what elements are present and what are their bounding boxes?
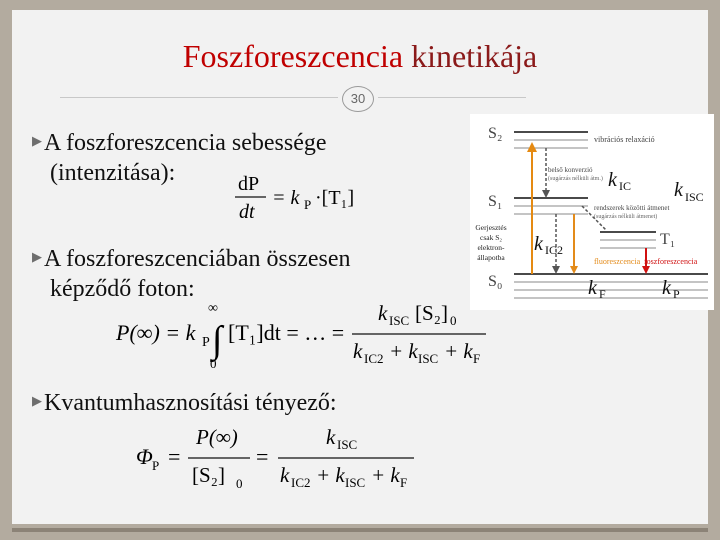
bullet-1-line1: A foszforeszcencia sebessége — [44, 130, 327, 156]
yield-eq-eq1: = — [168, 444, 181, 469]
slide — [12, 10, 708, 524]
k-ic-sub: IC — [619, 179, 631, 193]
photon-eq-lhs: P(∞) = k — [116, 320, 196, 345]
yield-eq-den-sub3: F — [400, 475, 408, 490]
yield-eq-lhs: Φ — [136, 444, 153, 469]
yield-eq-den-plus2: + k — [371, 463, 400, 487]
bullet-2-line2: képződő foton: — [50, 276, 195, 302]
fluor-label: fluoreszcencia — [594, 257, 641, 266]
bullet-2-line1: A foszforeszcenciában összesen — [44, 246, 351, 272]
yield-eq-frac1-den: [S₂] — [192, 463, 225, 487]
footer-decor-bar — [12, 526, 708, 534]
rate-equation — [232, 168, 372, 222]
title-divider-right — [378, 97, 526, 98]
excite-note-1: Gerjesztés — [475, 223, 507, 232]
level-t1-label: T₁ — [660, 231, 676, 248]
rate-eq-rhs: = k — [272, 187, 300, 209]
photon-eq-den-plus2: + k — [444, 339, 473, 363]
photon-eq-den-sub2: ISC — [418, 351, 439, 366]
bullet-1-line2: (intenzitása): — [50, 160, 176, 186]
k-ic-label: k — [608, 169, 617, 191]
title-divider-left — [60, 97, 338, 98]
photon-eq-den: k — [353, 339, 363, 363]
vib-relax-label: vibrációs relaxáció — [594, 135, 655, 144]
level-s2-label: S₂ — [488, 125, 503, 142]
yield-eq-frac1-den-sub: 0 — [236, 476, 243, 491]
yield-eq-den-sub1: IC2 — [291, 475, 311, 490]
k-ic2-sub: IC2 — [545, 243, 563, 257]
ic-label-1: belső konverzió — [548, 166, 593, 174]
level-s0-label: S₀ — [488, 273, 503, 290]
photon-equation — [112, 296, 492, 370]
photon-eq-den-sub3: F — [473, 351, 481, 366]
photon-eq-den-plus1: + k — [389, 339, 418, 363]
bullet-2 — [32, 242, 351, 304]
yield-eq-frac1-num: P(∞) — [196, 425, 238, 449]
k-f-label: k — [588, 277, 597, 299]
excite-note-4: állapotba — [477, 253, 505, 262]
photon-eq-num: k — [378, 301, 388, 325]
yield-eq-num-sub: ISC — [337, 437, 358, 452]
k-isc-sub: ISC — [685, 190, 704, 204]
rate-eq-tail: ·[T₁] — [315, 187, 355, 209]
k-isc-label: k — [674, 179, 683, 201]
jablonski-diagram — [470, 114, 714, 310]
k-p-label: k — [662, 277, 671, 299]
bullet-3-line1: Kvantumhasznosítási tényező: — [44, 390, 337, 416]
bullet-arrow-icon: ▶ — [32, 133, 42, 148]
excite-note-2: csak S₂ — [480, 233, 502, 242]
photon-eq-num-tail: [S₂] — [415, 301, 448, 325]
yield-eq-den: k — [280, 463, 290, 487]
integral-upper-limit: ∞ — [208, 301, 218, 316]
isc-label-2: (sugárzás nélküli átmenet) — [594, 214, 658, 220]
k-p-sub: P — [673, 287, 680, 301]
photon-eq-lhs-sub: P — [202, 335, 210, 350]
integral-sign-icon: ∫ — [212, 319, 223, 361]
yield-eq-den-plus1: + k — [316, 463, 345, 487]
bullet-arrow-icon: ▶ — [32, 393, 42, 408]
page-number-badge: 30 — [342, 86, 374, 112]
phos-label: foszforeszcencia — [644, 257, 698, 266]
rate-eq-numerator: dP — [238, 173, 260, 195]
integral-lower-limit: 0 — [210, 356, 217, 370]
k-f-sub: F — [599, 287, 606, 301]
slide-title — [12, 38, 708, 75]
title-word-2: kinetikája — [411, 38, 538, 74]
rate-eq-sub: P — [304, 197, 312, 212]
photon-eq-den-sub1: IC2 — [364, 351, 384, 366]
yield-eq-num: k — [326, 425, 336, 449]
isc-label-1: rendszerek közötti átmenet — [594, 204, 670, 212]
title-word-1: Foszforeszcencia — [182, 38, 404, 74]
yield-equation — [132, 418, 432, 494]
ic-label-2: (sugárzás nélküli átm.) — [548, 176, 603, 182]
yield-eq-den-sub2: ISC — [345, 475, 366, 490]
rate-eq-denominator: dt — [239, 201, 255, 222]
excite-note-3: elektron- — [477, 243, 505, 252]
level-s1-label: S₁ — [488, 193, 503, 210]
photon-eq-integrand: [T₁]dt = … = — [228, 320, 345, 345]
yield-eq-lhs-sub: P — [152, 458, 160, 473]
bullet-arrow-icon: ▶ — [32, 249, 42, 264]
bullet-3 — [32, 386, 337, 418]
yield-eq-eq2: = — [256, 444, 269, 469]
photon-eq-num-tail-sub: 0 — [450, 313, 457, 328]
k-ic2-label: k — [534, 233, 543, 255]
photon-eq-num-sub: ISC — [389, 313, 410, 328]
